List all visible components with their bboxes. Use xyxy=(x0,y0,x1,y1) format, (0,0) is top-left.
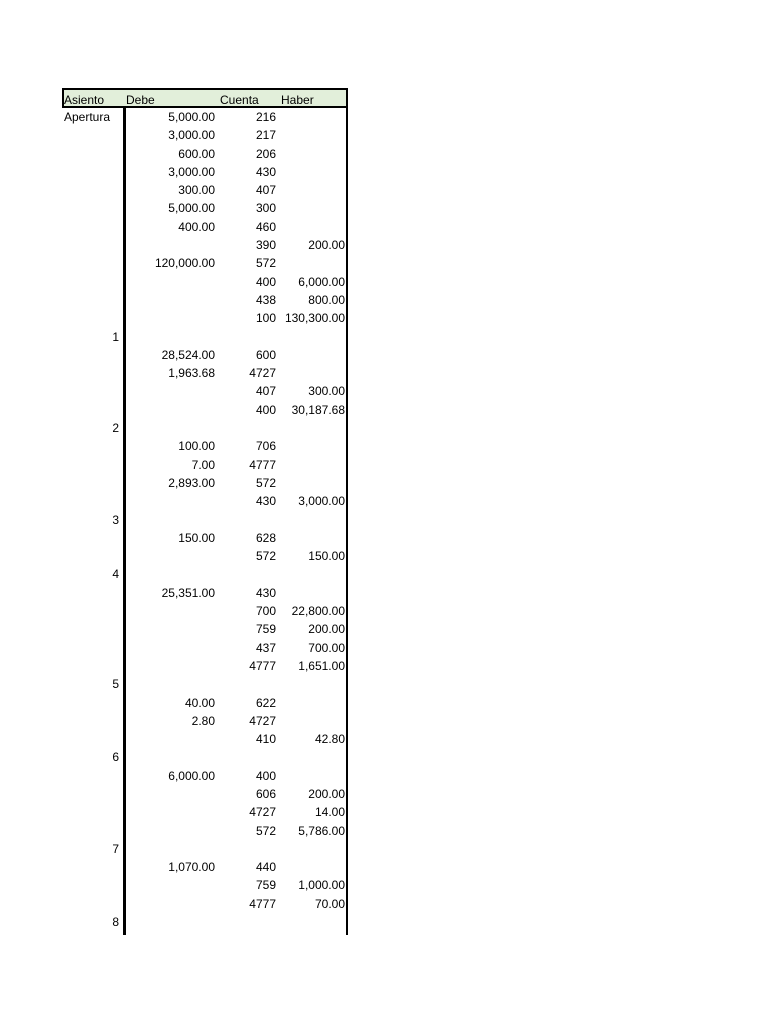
cuenta-cell: 206 xyxy=(255,146,276,161)
table-row xyxy=(62,273,346,291)
header-asiento: Asiento xyxy=(64,93,105,107)
table-row xyxy=(62,639,346,657)
debe-cell: 28,524.00 xyxy=(161,347,215,362)
table-row xyxy=(62,913,346,931)
cuenta-cell: 700 xyxy=(255,604,276,619)
table-row xyxy=(62,876,346,894)
cuenta-cell: 440 xyxy=(255,860,276,875)
cuenta-cell: 572 xyxy=(255,549,276,564)
debe-cell: 40.00 xyxy=(184,695,215,710)
haber-cell: 1,000.00 xyxy=(298,878,345,893)
debe-cell: 400.00 xyxy=(178,219,215,234)
haber-cell: 6,000.00 xyxy=(298,274,345,289)
asiento-cell: Apertura xyxy=(64,110,111,124)
table-row xyxy=(62,108,346,126)
haber-cell: 70.00 xyxy=(314,896,345,911)
header-row xyxy=(62,88,348,108)
cuenta-cell: 430 xyxy=(255,164,276,179)
haber-cell: 130,300.00 xyxy=(284,311,345,326)
cuenta-cell: 4777 xyxy=(249,457,276,472)
cuenta-cell: 622 xyxy=(255,695,276,710)
table-row xyxy=(62,675,346,693)
table-row xyxy=(62,529,346,547)
cuenta-cell: 437 xyxy=(255,640,276,655)
cuenta-cell: 4727 xyxy=(249,805,276,820)
table-row xyxy=(62,712,346,730)
cuenta-cell: 572 xyxy=(255,823,276,838)
debe-cell: 7.00 xyxy=(191,457,215,472)
cuenta-cell: 300 xyxy=(255,201,276,216)
table-row xyxy=(62,145,346,163)
haber-cell: 200.00 xyxy=(308,622,345,637)
cuenta-cell: 572 xyxy=(255,475,276,490)
cuenta-cell: 390 xyxy=(255,238,276,253)
cuenta-cell: 628 xyxy=(255,530,276,545)
cuenta-cell: 217 xyxy=(255,128,276,143)
table-row xyxy=(62,858,346,876)
debe-cell: 5,000.00 xyxy=(168,201,215,216)
entry-number-cell: 2 xyxy=(112,421,119,436)
cuenta-cell: 430 xyxy=(255,585,276,600)
table-row xyxy=(62,748,346,766)
debe-cell: 6,000.00 xyxy=(168,768,215,783)
haber-cell: 1,651.00 xyxy=(298,658,345,673)
cuenta-cell: 400 xyxy=(255,768,276,783)
table-row xyxy=(62,382,346,400)
table-row xyxy=(62,328,346,346)
cuenta-cell: 460 xyxy=(255,219,276,234)
debe-cell: 100.00 xyxy=(178,439,215,454)
table-row xyxy=(62,803,346,821)
entry-number-cell: 4 xyxy=(112,567,119,582)
cuenta-cell: 100 xyxy=(255,311,276,326)
journal-sheet xyxy=(62,88,348,935)
cuenta-cell: 4727 xyxy=(249,713,276,728)
table-row xyxy=(62,309,346,327)
table-row xyxy=(62,511,346,529)
haber-cell: 150.00 xyxy=(308,549,345,564)
debe-cell: 2,893.00 xyxy=(168,475,215,490)
cuenta-cell: 600 xyxy=(255,347,276,362)
debe-cell: 120,000.00 xyxy=(154,256,215,271)
entry-number-cell: 7 xyxy=(112,841,119,856)
table-row xyxy=(62,419,346,437)
entry-number-cell: 8 xyxy=(112,915,119,930)
cuenta-cell: 706 xyxy=(255,439,276,454)
cuenta-cell: 606 xyxy=(255,786,276,801)
cuenta-cell: 4777 xyxy=(249,896,276,911)
table-row xyxy=(62,767,346,785)
table-row xyxy=(62,291,346,309)
cuenta-cell: 438 xyxy=(255,292,276,307)
debe-cell: 25,351.00 xyxy=(161,585,215,600)
debe-cell: 1,963.68 xyxy=(168,366,215,381)
cuenta-cell: 4727 xyxy=(249,366,276,381)
table-row xyxy=(62,840,346,858)
debe-cell: 5,000.00 xyxy=(168,110,215,124)
debe-cell: 300.00 xyxy=(178,183,215,198)
table-row xyxy=(62,199,346,217)
haber-cell: 200.00 xyxy=(308,786,345,801)
cuenta-cell: 759 xyxy=(255,878,276,893)
table-row xyxy=(62,602,346,620)
cuenta-cell: 430 xyxy=(255,494,276,509)
table-row xyxy=(62,346,346,364)
table-row xyxy=(62,565,346,583)
debe-cell: 600.00 xyxy=(178,146,215,161)
entry-number-cell: 3 xyxy=(112,512,119,527)
table-row xyxy=(62,895,346,913)
debe-cell: 2.80 xyxy=(191,713,215,728)
debe-cell: 3,000.00 xyxy=(168,164,215,179)
cuenta-cell: 400 xyxy=(255,402,276,417)
entry-number-cell: 1 xyxy=(112,329,119,344)
haber-cell: 22,800.00 xyxy=(291,604,345,619)
journal-body xyxy=(62,108,348,935)
table-row xyxy=(62,181,346,199)
table-row xyxy=(62,254,346,272)
table-row xyxy=(62,785,346,803)
table-row xyxy=(62,401,346,419)
debe-cell: 150.00 xyxy=(178,530,215,545)
table-row xyxy=(62,822,346,840)
cuenta-cell: 4777 xyxy=(249,658,276,673)
table-row xyxy=(62,492,346,510)
haber-cell: 30,187.68 xyxy=(291,402,345,417)
table-row xyxy=(62,437,346,455)
haber-cell: 42.80 xyxy=(314,732,345,747)
table-row xyxy=(62,547,346,565)
table-row xyxy=(62,694,346,712)
haber-cell: 800.00 xyxy=(308,292,345,307)
table-row xyxy=(62,236,346,254)
header-haber: Haber xyxy=(281,93,314,107)
haber-cell: 200.00 xyxy=(308,238,345,253)
entry-number-cell: 5 xyxy=(112,677,119,692)
debe-cell: 3,000.00 xyxy=(168,128,215,143)
cuenta-cell: 759 xyxy=(255,622,276,637)
cuenta-cell: 410 xyxy=(255,732,276,747)
cuenta-cell: 407 xyxy=(255,384,276,399)
table-row xyxy=(62,474,346,492)
table-row xyxy=(62,730,346,748)
table-row xyxy=(62,163,346,181)
header-cuenta: Cuenta xyxy=(220,93,259,107)
cuenta-cell: 407 xyxy=(255,183,276,198)
haber-cell: 300.00 xyxy=(308,384,345,399)
table-row xyxy=(62,456,346,474)
cuenta-cell: 572 xyxy=(255,256,276,271)
header-debe: Debe xyxy=(126,93,155,107)
entry-number-cell: 6 xyxy=(112,750,119,765)
cuenta-cell: 216 xyxy=(255,110,276,124)
haber-cell: 700.00 xyxy=(308,640,345,655)
table-row xyxy=(62,620,346,638)
debe-cell: 1,070.00 xyxy=(168,860,215,875)
table-row xyxy=(62,584,346,602)
table-row xyxy=(62,126,346,144)
table-row xyxy=(62,364,346,382)
haber-cell: 14.00 xyxy=(314,805,345,820)
table-row xyxy=(62,218,346,236)
haber-cell: 3,000.00 xyxy=(298,494,345,509)
haber-cell: 5,786.00 xyxy=(298,823,345,838)
cuenta-cell: 400 xyxy=(255,274,276,289)
table-row xyxy=(62,657,346,675)
